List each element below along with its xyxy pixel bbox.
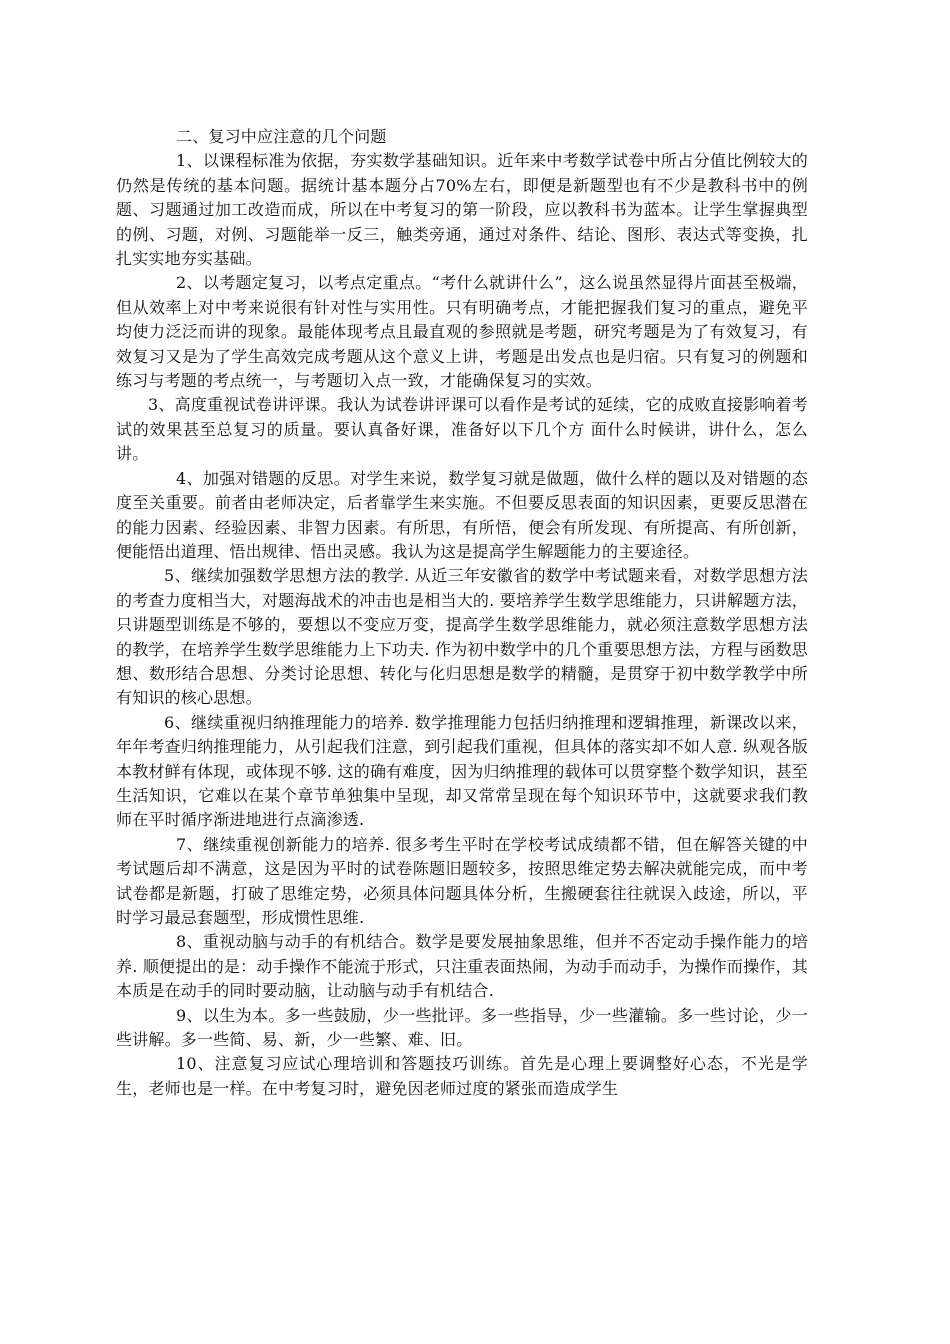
paragraph-8: 8、重视动脑与动手的有机结合。数学是要发展抽象思维，但并不否定动手操作能力的培养. 顺便提出的是：动手操作不能流于形式，只注重表面热闹，为动手而动手，为操作而操作，其本质是在动手的同时要动脑，让动脑与动手有机结合. <box>116 932 808 1001</box>
paragraph-3: 3、高度重视试卷讲评课。我认为试卷讲评课可以看作是考试的延续，它的成败直接影响着考试的效果甚至总复习的质量。要认真备好课，准备好以下几个方 面什么时候讲，讲什么，怎么讲。 <box>116 395 808 464</box>
paragraph-10: 10、注意复习应试心理培训和答题技巧训练。首先是心理上要调整好心态，不光是学生，老师也是一样。在中考复习时，避免因老师过度的紧张而造成学生 <box>116 1054 808 1098</box>
paragraph-1: 1、以课程标准为依据，夯实数学基础知识。近年来中考数学试卷中所占分值比例较大的仍然是传统的基本问题。据统计基本题分占70%左右，即便是新题型也有不少是教科书中的例题、习题通过加工改造而成，所以在中考复习的第一阶段，应以教科书为蓝本。让学生掌握典型的例、习题，对例、习题能举一反三，触类旁通，通过对条件、结论、图形、表达式等变换，扎扎实实地夯实基础。 <box>116 151 808 269</box>
paragraph-9: 9、以生为本。多一些鼓励，少一些批评。多一些指导，少一些灌输。多一些讨论，少一些讲解。多一些简、易、新，少一些繁、难、旧。 <box>116 1005 808 1050</box>
section-heading: 二、复习中应注意的几个问题 <box>176 127 387 146</box>
paragraph-4: 4、加强对错题的反思。对学生来说，数学复习就是做题，做什么样的题以及对错题的态度至关重要。前者由老师决定，后者靠学生来实施。不但要反思表面的知识因素，更要反思潜在的能力因素、经验因素、非智力因素。有所思，有所悟，便会有所发现、有所提高、有所创新，便能悟出道理、悟出规律、悟出灵感。我认为这是提高学生解题能力的主要途径。 <box>116 468 808 561</box>
paragraph-5: 5、继续加强数学思想方法的教学. 从近三年安徽省的数学中考试题来看，对数学思想方法的考查力度相当大，对题海战术的冲击也是相当大的. 要培养学生数学思维能力，只讲解题方法，只讲题型训练是不够的，要想以不变应万变，提高学生数学思维能力，就必须注意数学思想方法的教学，在培养学生数学思维能力上下功夫. 作为初中数学中的几个重要思想方法，方程与函数思想、数形结合思想、分类讨论思想、转化与化归思想是数学的精髓，是贯穿于初中数学教学中所有知识的核心思想。 <box>116 566 808 708</box>
paragraph-7: 7、继续重视创新能力的培养. 很多考生平时在学校考试成绩都不错，但在解答关键的中考试题后却不满意，这是因为平时的试卷陈题旧题较多，按照思维定势去解决就能完成，而中考试卷都是新题，打破了思维定势，必须具体问题具体分析，生搬硬套往往就误入歧途，所以，平时学习最忌套题型，形成惯性思维. <box>116 834 808 927</box>
document-body <box>116 125 808 1101</box>
paragraph-2: 2、以考题定复习，以考点定重点。“考什么就讲什么”，这么说虽然显得片面甚至极端，但从效率上对中考来说很有针对性与实用性。只有明确考点，才能把握我们复习的重点，避免平均使力泛泛而讲的现象。最能体现考点且最直观的参照就是考题，研究考题是为了有效复习，有效复习又是为了学生高效完成考题从这个意义上讲，考题是出发点也是归宿。只有复习的例题和练习与考题的考点统一，与考题切入点一致，才能确保复习的实效。 <box>116 273 808 391</box>
paragraph-6: 6、继续重视归纳推理能力的培养. 数学推理能力包括归纳推理和逻辑推理，新课改以来，年年考查归纳推理能力，从引起我们注意，到引起我们重视，但具体的落实却不如人意. 纵观各版本教材鲜有体现，或体现不够. 这的确有难度，因为归纳推理的载体可以贯穿整个数学知识，甚至生活知识，它难以在某个章节单独集中呈现，却又常常呈现在每个知识环节中，这就要求我们教师在平时循序渐进地进行点滴渗透. <box>116 712 808 830</box>
